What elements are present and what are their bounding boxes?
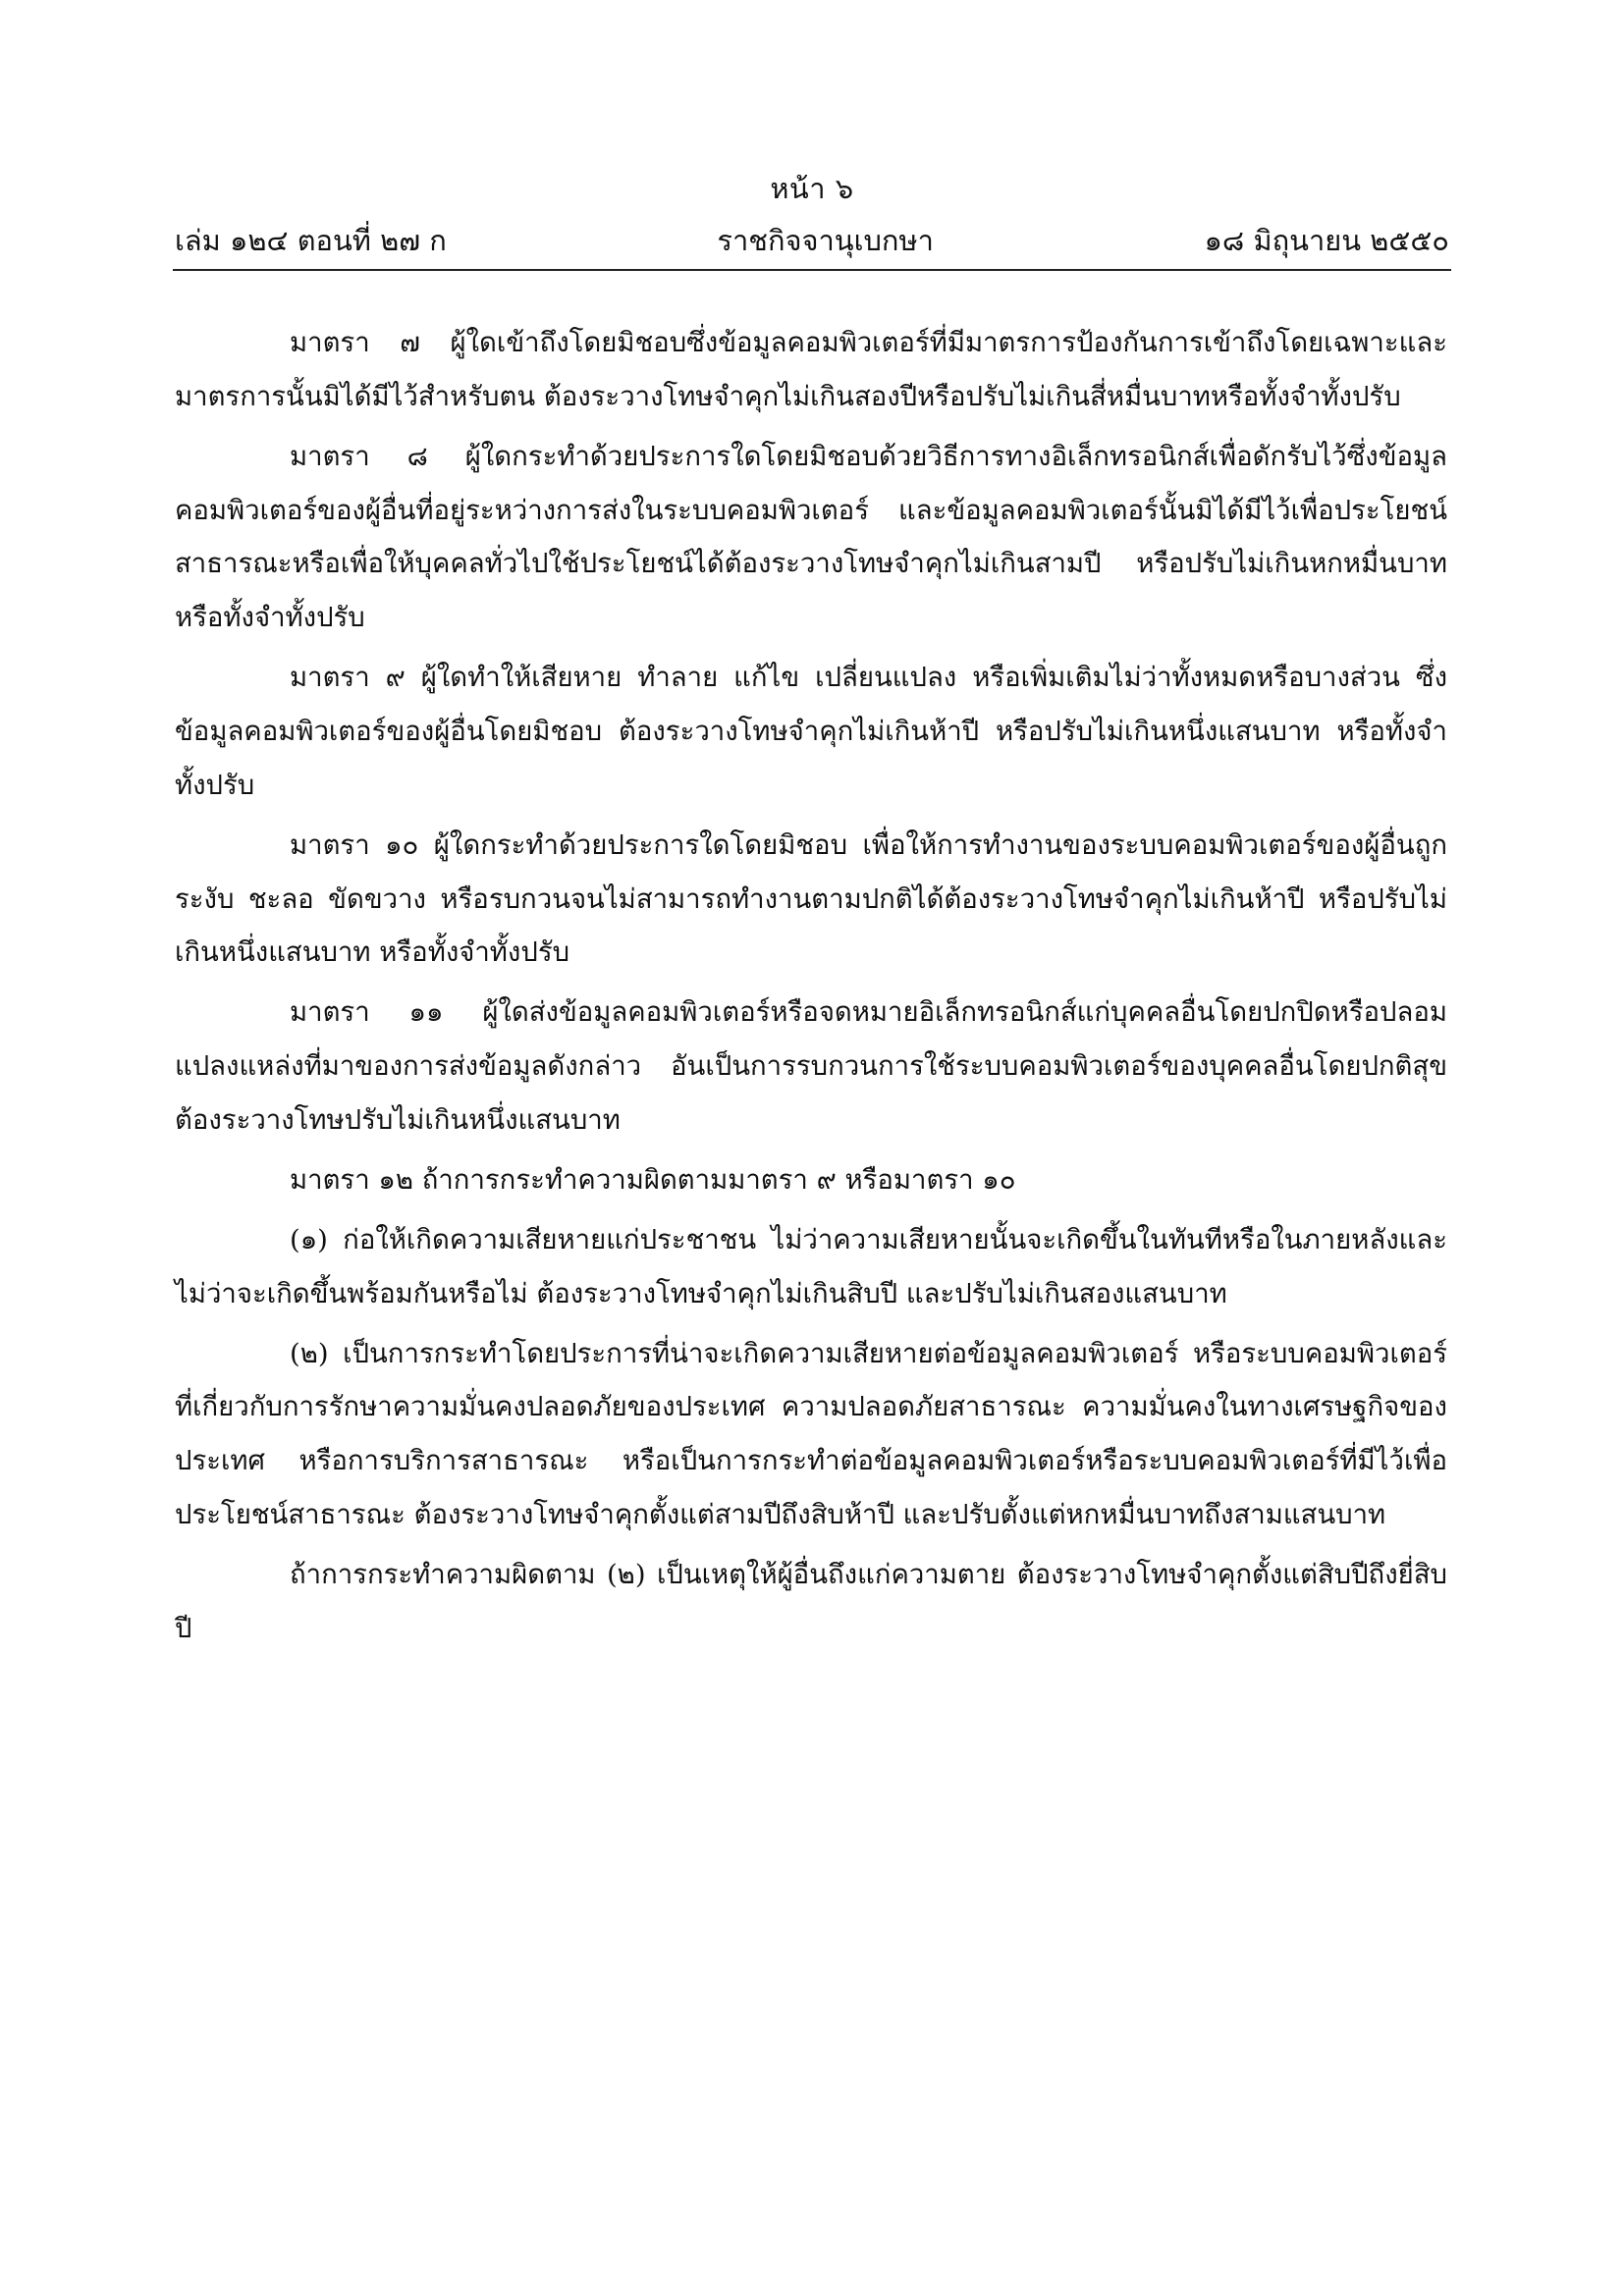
section-12-death-clause: ถ้าการกระทำความผิดตาม (๒) เป็นเหตุให้ผู้อื่นถึงแก่ความตาย ต้องระวางโทษจำคุกตั้งแต่สิบปีถึงยี่สิบปี <box>175 1559 1447 1644</box>
section-12-paragraph: มาตรา ๑๒ ถ้าการกระทำความผิดตามมาตรา ๙ หรือมาตรา ๑๐ <box>290 1163 1016 1196</box>
volume-issue: เล่ม ๑๒๔ ตอนที่ ๒๗ ก <box>175 224 447 257</box>
document-body <box>175 316 1447 1662</box>
section-11-paragraph: มาตรา ๑๑ ผู้ใดส่งข้อมูลคอมพิวเตอร์หรือจดหมายอิเล็กทรอนิกส์แก่บุคคลอื่นโดยปกปิดหรือปลอมแปลงแหล่งที่มาของการส่งข้อมูลดังกล่าว อันเป็นการรบกวนการใช้ระบบคอมพิวเตอร์ของบุคคลอื่นโดยปกติสุข ต้องระวางโทษปรับไม่เกินหนึ่งแสนบาท <box>175 996 1447 1136</box>
header-divider <box>173 269 1451 271</box>
section-12-clause-1: (๑) ก่อให้เกิดความเสียหายแก่ประชาชน ไม่ว่าความเสียหายนั้นจะเกิดขึ้นในทันทีหรือในภายหลังและไม่ว่าจะเกิดขึ้นพร้อมกันหรือไม่ ต้องระวางโทษจำคุกไม่เกินสิบปี และปรับไม่เกินสองแสนบาท <box>175 1223 1447 1309</box>
section-8-paragraph: มาตรา ๘ ผู้ใดกระทำด้วยประการใดโดยมิชอบด้วยวิธีการทางอิเล็กทรอนิกส์เพื่อดักรับไว้ซึ่งข้อมูลคอมพิวเตอร์ของผู้อื่นที่อยู่ระหว่างการส่งในระบบคอมพิวเตอร์ และข้อมูลคอมพิวเตอร์นั้นมิได้มีไว้เพื่อประโยชน์สาธารณะหรือเพื่อให้บุคคลทั่วไปใช้ประโยชน์ได้ต้องระวางโทษจำคุกไม่เกินสามปี หรือปรับไม่เกินหกหมื่นบาท หรือทั้งจำทั้งปรับ <box>175 440 1447 634</box>
page-number: หน้า ๖ <box>770 172 854 205</box>
running-header <box>175 218 1449 263</box>
publication-title: ราชกิจจานุเบกษา <box>717 224 934 257</box>
section-7-paragraph: มาตรา ๗ ผู้ใดเข้าถึงโดยมิชอบซึ่งข้อมูลคอมพิวเตอร์ที่มีมาตรการป้องกันการเข้าถึงโดยเฉพาะและมาตรการนั้นมิได้มีไว้สำหรับตน ต้องระวางโทษจำคุกไม่เกินสองปีหรือปรับไม่เกินสี่หมื่นบาทหรือทั้งจำทั้งปรับ <box>175 327 1447 412</box>
section-12-clause-2: (๒) เป็นการกระทำโดยประการที่น่าจะเกิดความเสียหายต่อข้อมูลคอมพิวเตอร์ หรือระบบคอมพิวเตอร์ที่เกี่ยวกับการรักษาความมั่นคงปลอดภัยของประเทศ ความปลอดภัยสาธารณะ ความมั่นคงในทางเศรษฐกิจของประเทศ หรือการบริการสาธารณะ หรือเป็นการกระทำต่อข้อมูลคอมพิวเตอร์หรือระบบคอมพิวเตอร์ที่มีไว้เพื่อประโยชน์สาธารณะ ต้องระวางโทษจำคุกตั้งแต่สามปีถึงสิบห้าปี และปรับตั้งแต่หกหมื่นบาทถึงสามแสนบาท <box>175 1337 1447 1531</box>
publication-date: ๑๘ มิถุนายน ๒๕๕๐ <box>1204 224 1449 257</box>
section-10-paragraph: มาตรา ๑๐ ผู้ใดกระทำด้วยประการใดโดยมิชอบ เพื่อให้การทำงานของระบบคอมพิวเตอร์ของผู้อื่นถูกระงับ ชะลอ ขัดขวาง หรือรบกวนจนไม่สามารถทำงานตามปกติได้ต้องระวางโทษจำคุกไม่เกินห้าปี หรือปรับไม่เกินหนึ่งแสนบาท หรือทั้งจำทั้งปรับ <box>175 828 1447 969</box>
section-9-paragraph: มาตรา ๙ ผู้ใดทำให้เสียหาย ทำลาย แก้ไข เปลี่ยนแปลง หรือเพิ่มเติมไม่ว่าทั้งหมดหรือบางส่วน ซึ่งข้อมูลคอมพิวเตอร์ของผู้อื่นโดยมิชอบ ต้องระวางโทษจำคุกไม่เกินห้าปี หรือปรับไม่เกินหนึ่งแสนบาท หรือทั้งจำทั้งปรับ <box>175 662 1447 801</box>
